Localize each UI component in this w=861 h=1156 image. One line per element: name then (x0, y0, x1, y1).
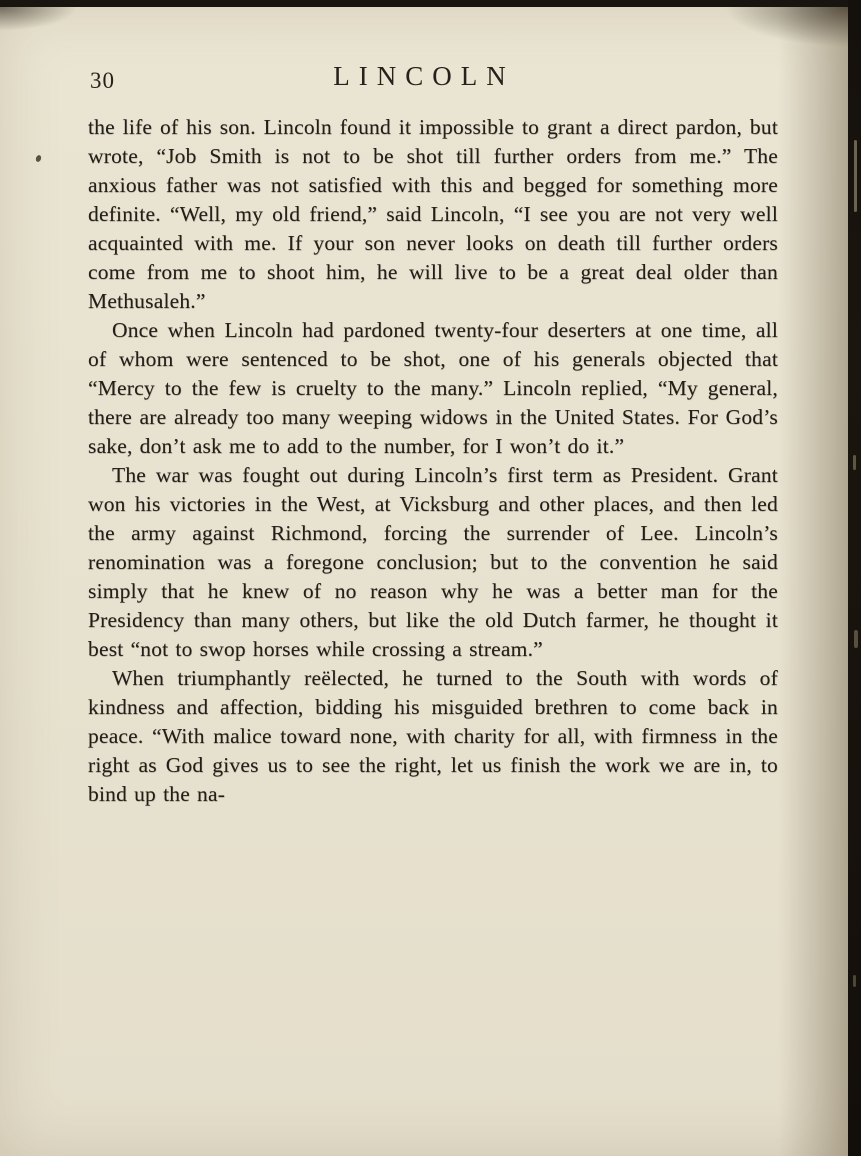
edge-light-streak (854, 630, 858, 648)
edge-light-streak (853, 455, 856, 470)
page-body (88, 113, 778, 809)
paragraph: When triumphantly reëlected, he turned to the South with words of kindness and affection, bidding his misguided brethren to come back in peace. “With malice toward none, with charity for all, with firmness in the right as God gives us to see the right, let us finish the work we are in, to bind up the na- (88, 666, 778, 806)
paragraph: Once when Lincoln had pardoned twenty-four deserters at one time, all of whom were sentenced to be shot, one of his generals objected that “Mercy to the few is cruelty to the many.” Lincoln replied, “My general, there are already too many weeping widows in the United States. For God’s sake, don’t ask me to add to the number, for I won’t do it.” (88, 318, 778, 458)
book-edge-shadow (848, 0, 861, 1156)
page-number: 30 (90, 68, 115, 93)
page-header (0, 61, 848, 101)
edge-light-streak (853, 975, 856, 987)
running-title: LINCOLN (333, 61, 515, 91)
paragraph: The war was fought out during Lincoln’s first term as President. Grant won his victories in the West, at Vicksburg and other places, and then led the army against Richmond, forcing the surrender of Lee. Lincoln’s renomination was a foregone conclusion; but to the convention he said simply that he knew of no reason why he was a better man for the Presidency than many others, but like the old Dutch farmer, he thought it best “not to swop horses while crossing a stream.” (88, 463, 778, 661)
paragraph: the life of his son. Lincoln found it impossible to grant a direct pardon, but wrote, “Job Smith is not to be shot till further orders from me.” The anxious father was not satisfied with this and begged for something more definite. “Well, my old friend,” said Lincoln, “I see you are not very well acquainted with me. If your son never looks on death till further orders come from me to shoot him, he will live to be a great deal older than Methusaleh.” (88, 115, 778, 313)
book-page (0, 7, 848, 1156)
edge-light-streak (854, 140, 857, 212)
scan-artifact-speck (35, 154, 42, 162)
